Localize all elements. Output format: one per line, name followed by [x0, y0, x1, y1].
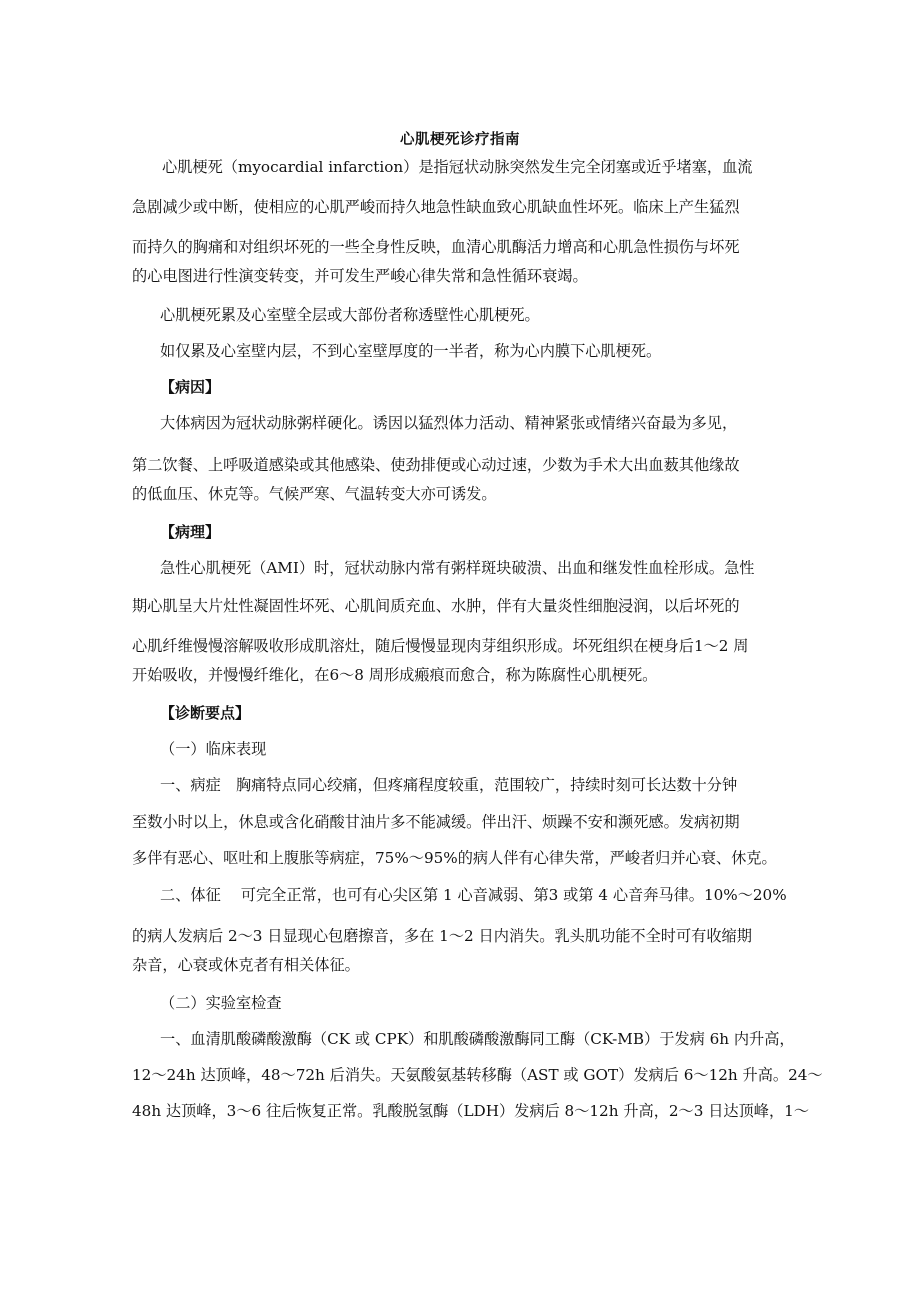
text-line: 而持久的胸痛和对组织坏死的一些全身性反映，血清心肌酶活力增高和心肌急性损伤与坏死: [132, 238, 740, 256]
section-heading-cause: 【病因】: [160, 378, 221, 396]
section-heading-diagnosis: 【诊断要点】: [160, 704, 251, 722]
text-line: 一、病症 胸痛特点同心绞痛，但疼痛程度较重，范围较广，持续时刻可长达数十分钟: [160, 776, 738, 794]
text-line: 一、血清肌酸磷酸激酶（CK 或 CPK）和肌酸磷酸激酶同工酶（CK-MB）于发病 6h 内升高，: [160, 1030, 795, 1048]
text-line: 心肌梗死（myocardial infarction）是指冠状动脉突然发生完全闭塞或近乎堵塞，血流: [162, 158, 753, 176]
text-line: 心肌梗死累及心室壁全层或大部份者称透壁性心肌梗死。: [160, 306, 540, 324]
text-line: 急性心肌梗死（AMI）时，冠状动脉内常有粥样斑块破溃、出血和继发性血栓形成。急性: [160, 559, 755, 577]
text-line: 二、体征 可完全正常，也可有心尖区第 1 心音减弱、第3 或第 4 心音奔马律。10%～20%: [160, 886, 787, 904]
text-line: 的低血压、休克等。气候严寒、气温转变大亦可诱发。: [132, 485, 497, 503]
text-line: 心肌纤维慢慢溶解吸收形成肌溶灶，随后慢慢显现肉芽组织形成。坏死组织在梗身后1～2 周: [132, 637, 749, 655]
text-line: 期心肌呈大片灶性凝固性坏死、心肌间质充血、水肿，伴有大量炎性细胞浸润，以后坏死的: [132, 597, 740, 615]
text-line: 多伴有恶心、呕吐和上腹胀等病症，75%～95%的病人伴有心律失常，严峻者归并心衰、休克。: [132, 849, 777, 867]
text-line: 开始吸收，并慢慢纤维化，在6～8 周形成瘢痕而愈合，称为陈腐性心肌梗死。: [132, 666, 658, 684]
text-line: 急剧减少或中断，使相应的心肌严峻而持久地急性缺血致心肌缺血性坏死。临床上产生猛烈: [132, 198, 740, 216]
text-line: 第二饮餐、上呼吸道感染或其他感染、使劲排便或心动过速，少数为手术大出血薮其他缘故: [132, 456, 740, 474]
text-line: 的病人发病后 2～3 日显现心包磨擦音，多在 1～2 日内消失。乳头肌功能不全时可有收缩期: [132, 927, 752, 945]
section-heading-pathology: 【病理】: [160, 523, 221, 541]
text-line: 大体病因为冠状动脉粥样硬化。诱因以猛烈体力活动、精神紧张或情绪兴奋最为多见，: [160, 414, 738, 432]
page-title: 心肌梗死诊疗指南: [400, 132, 520, 148]
text-line: 如仅累及心室壁内层，不到心室壁厚度的一半者，称为心内膜下心肌梗死。: [160, 342, 662, 360]
text-line: 48h 达顶峰，3～6 往后恢复正常。乳酸脱氢酶（LDH）发病后 8～12h 升高，2～3 日达顶峰，1～: [132, 1102, 810, 1120]
text-line: 杂音，心衰或休克者有相关体征。: [132, 956, 360, 974]
text-line: 至数小时以上，休息或含化硝酸甘油片多不能减缓。伴出汗、烦躁不安和濒死感。发病初期: [132, 813, 740, 831]
text-line: 的心电图进行性演变转变，并可发生严峻心律失常和急性循环衰竭。: [132, 267, 588, 285]
subheading-lab: （二）实验室检查: [160, 994, 282, 1012]
subheading-clinical: （一）临床表现: [160, 740, 267, 758]
text-line: 12～24h 达顶峰，48～72h 后消失。天氨酸氨基转移酶（AST 或 GOT）发病后 6～12h 升高。24～: [132, 1066, 823, 1084]
